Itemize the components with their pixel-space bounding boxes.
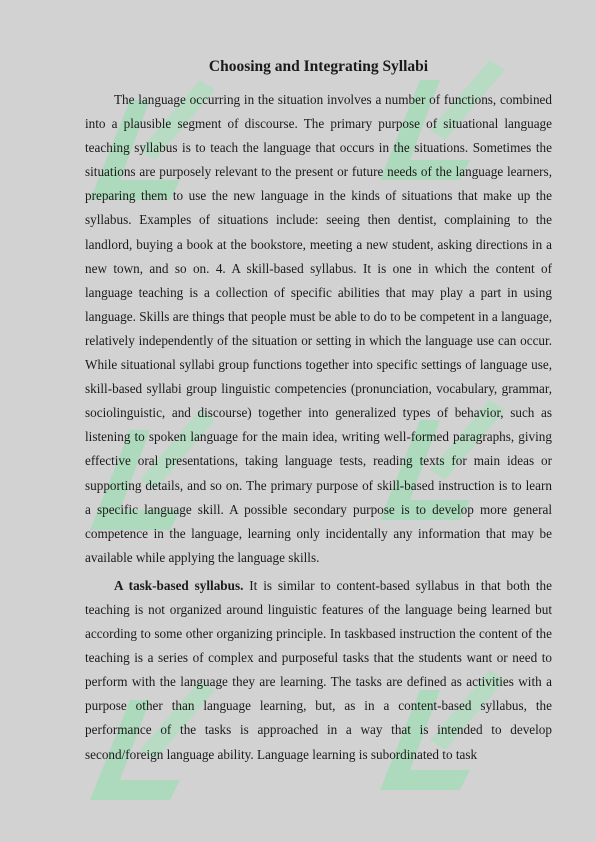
- paragraph-task-based: [85, 574, 552, 767]
- paragraph-text: The language occurring in the situation involves a number of functions, combined into a plausible segment of discourse. The primary purpose of situational language teaching syllabus is to teach the language that occurs in the situations. Sometimes the situations are purposely relevant to the present or future needs of the language learners, preparing them to use the new language in the kinds of situations that make up the syllabus. Examples of situations include: seeing then dentist, complaining to the landlord, buying a book at the bookstore, meeting a new student, asking directions in a new town, and so on. 4. A skill-based syllabus. It is one in which the content of language teaching is a collection of specific abilities that may play a part in using language. Skills are things that people must be able to do to be competent in a language, relatively independently of the situation or setting in which the language use can occur. While situational syllabi group functions together into specific settings of language use, skill-based syllabi group linguistic competencies (pronunciation, vocabulary, grammar, sociolinguistic, and discourse) together into generalized types of behavior, such as listening to spoken language for the main idea, writing well-formed paragraphs, giving effective oral presentations, taking language tests, reading texts for main ideas or supporting details, and so on. The primary purpose of skill-based instruction is to learn a specific language skill. A possible secondary purpose is to develop more general competence in the language, learning only incidentally any information that may be available while applying the language skills.: [85, 92, 552, 565]
- paragraph-lead-heading: A task-based syllabus.: [114, 577, 244, 593]
- paragraph-situational-skill: [85, 88, 552, 570]
- document-body: [85, 56, 552, 771]
- paragraph-text: It is similar to content-based syllabus in that both the teaching is not organized around linguistic features of the language being learned but according to some other organizing principle. In taskbased instruction the content of the teaching is a series of complex and purposeful tasks that the students want or need to perform with the language they are learning. The tasks are defined as activities with a purpose other than language learning, but, as in a content-based syllabus, the performance of the tasks is approached in a way that is intended to develop second/foreign language ability. Language learning is subordinated to task: [85, 577, 552, 762]
- page-title: Choosing and Integrating Syllabi: [208, 58, 429, 75]
